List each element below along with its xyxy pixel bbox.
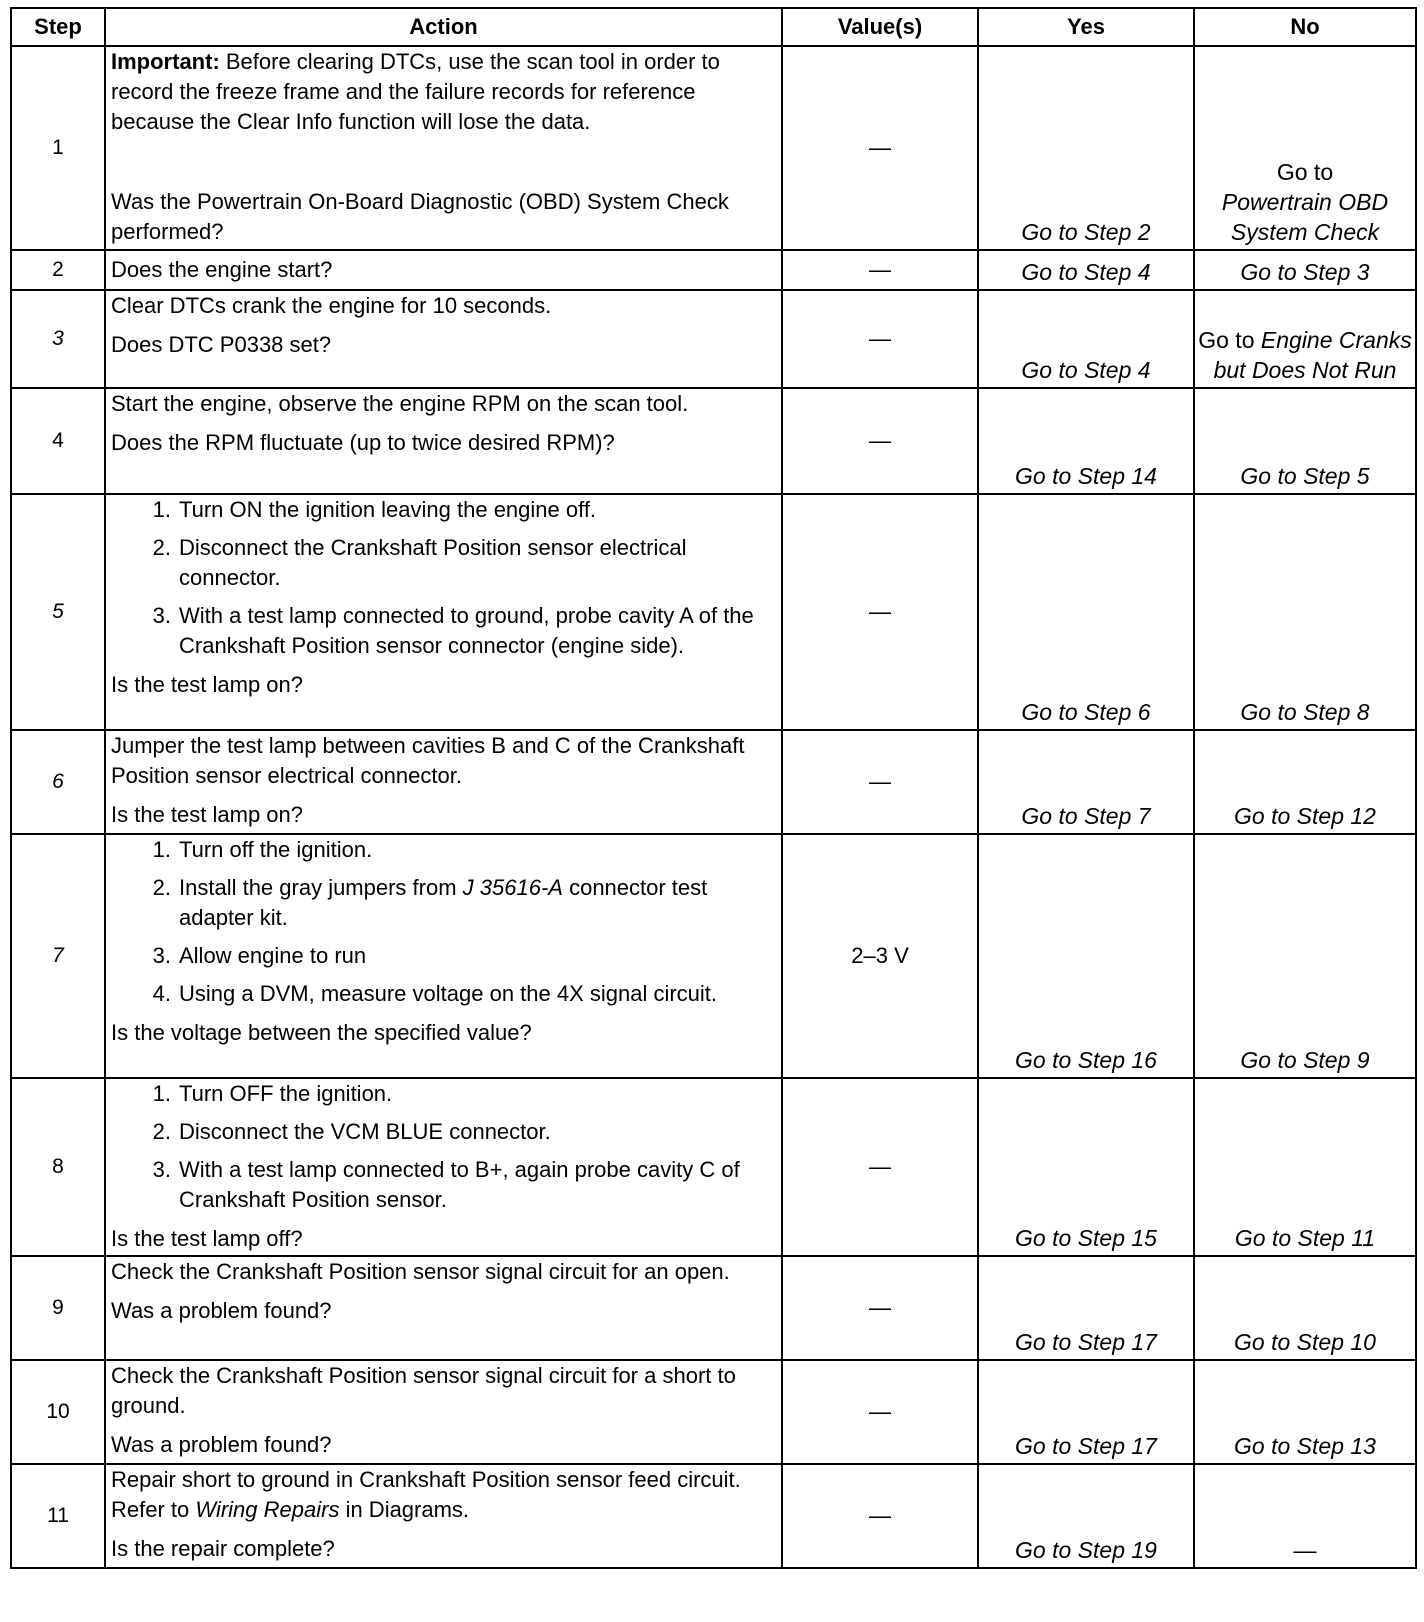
question-text: Is the test lamp off? <box>111 1226 303 1251</box>
step-number: 9 <box>11 1256 105 1360</box>
action-cell <box>105 388 782 494</box>
yes-link[interactable]: Go to Step 17 <box>978 1256 1194 1360</box>
header-values: Value(s) <box>782 8 978 46</box>
list-item: 2. Disconnect the VCM BLUE connector. <box>152 1119 551 1144</box>
instruction-list <box>111 1079 773 1215</box>
value-cell: — <box>782 494 978 730</box>
tool-reference: J 35616-A <box>462 875 563 900</box>
yes-link[interactable]: Go to Step 4 <box>978 290 1194 388</box>
action-cell <box>105 494 782 730</box>
table-row-step-9 <box>11 1256 1416 1360</box>
action-cell <box>105 1078 782 1256</box>
question-text: Was a problem found? <box>111 1298 332 1323</box>
instruction-list <box>111 495 773 661</box>
no-link[interactable]: Go to Step 8 <box>1194 494 1416 730</box>
list-item: 3. With a test lamp connected to B+, again probe cavity C of Crankshaft Position sensor. <box>152 1157 740 1212</box>
header-yes: Yes <box>978 8 1194 46</box>
step-number: 8 <box>11 1078 105 1256</box>
important-note <box>111 47 773 137</box>
question-text: Was the Powertrain On-Board Diagnostic (OBD) System Check performed? <box>111 189 729 244</box>
step-number: 1 <box>11 46 105 250</box>
value-cell: — <box>782 46 978 250</box>
step-number: 3 <box>11 290 105 388</box>
yes-link[interactable]: Go to Step 19 <box>978 1464 1194 1568</box>
action-cell <box>105 290 782 388</box>
diagnostic-table-page <box>10 7 1417 1569</box>
value-cell: — <box>782 1360 978 1464</box>
diagnostic-table <box>10 7 1417 1569</box>
list-item: 3. Allow engine to run <box>152 943 367 968</box>
list-item: 4. Using a DVM, measure voltage on the 4X signal circuit. <box>152 981 718 1006</box>
no-link[interactable]: Go to Step 13 <box>1194 1360 1416 1464</box>
value-cell: 2–3 V <box>782 834 978 1078</box>
header-action: Action <box>105 8 782 46</box>
question-text: Does the RPM fluctuate (up to twice desired RPM)? <box>111 430 615 455</box>
no-link-prefix: Go to <box>1198 327 1261 353</box>
table-row-step-5 <box>11 494 1416 730</box>
value-cell: — <box>782 290 978 388</box>
question-text: Is the voltage between the specified value? <box>111 1020 532 1045</box>
table-row-step-2 <box>11 250 1416 290</box>
yes-link[interactable]: Go to Step 17 <box>978 1360 1194 1464</box>
action-cell <box>105 1464 782 1568</box>
no-link-prefix: Go to <box>1276 159 1334 185</box>
header-step: Step <box>11 8 105 46</box>
action-text: Check the Crankshaft Position sensor signal circuit for a short to ground. <box>111 1363 736 1418</box>
step-number: 11 <box>11 1464 105 1568</box>
table-row-step-10 <box>11 1360 1416 1464</box>
action-text: Check the Crankshaft Position sensor signal circuit for an open. <box>111 1259 730 1284</box>
list-item: 1. Turn off the ignition. <box>152 837 373 862</box>
table-row-step-11 <box>11 1464 1416 1568</box>
table-row-step-3 <box>11 290 1416 388</box>
question-text: Is the test lamp on? <box>111 802 303 827</box>
question-text: Is the test lamp on? <box>111 672 303 697</box>
yes-link[interactable]: Go to Step 4 <box>978 250 1194 290</box>
value-cell: — <box>782 388 978 494</box>
list-item: 2. Install the gray jumpers from J 35616-A connector test adapter kit. <box>152 875 708 930</box>
action-text: Jumper the test lamp between cavities B and C of the Crankshaft Position sensor electrical connector. <box>111 733 745 788</box>
step-number: 4 <box>11 388 105 494</box>
yes-link[interactable]: Go to Step 7 <box>978 730 1194 834</box>
no-value: — <box>1194 1464 1416 1568</box>
no-link[interactable]: Go to Step 9 <box>1194 834 1416 1078</box>
step-number: 6 <box>11 730 105 834</box>
table-row-step-6 <box>11 730 1416 834</box>
question-text: Does DTC P0338 set? <box>111 332 332 357</box>
action-text: Start the engine, observe the engine RPM on the scan tool. <box>111 391 689 416</box>
no-link[interactable]: Go to Step 3 <box>1194 250 1416 290</box>
no-link[interactable]: Go to Step 5 <box>1194 388 1416 494</box>
important-text: Before clearing DTCs, use the scan tool in order to record the freeze frame and the failure records for reference because the Clear Info function will lose the data. <box>111 49 720 134</box>
action-cell <box>105 250 782 290</box>
table-row-step-1 <box>11 46 1416 250</box>
table-row-step-4 <box>11 388 1416 494</box>
question-text: Does the engine start? <box>111 257 333 282</box>
step-number: 5 <box>11 494 105 730</box>
value-cell: — <box>782 1256 978 1360</box>
step-number: 7 <box>11 834 105 1078</box>
yes-link[interactable]: Go to Step 14 <box>978 388 1194 494</box>
important-label: Important: <box>111 49 220 74</box>
no-link-target: Engine Cranks but Does Not Run <box>1213 327 1412 383</box>
instruction-list <box>111 835 773 1009</box>
action-cell <box>105 834 782 1078</box>
yes-link[interactable]: Go to Step 2 <box>978 46 1194 250</box>
question-text: Was a problem found? <box>111 1432 332 1457</box>
list-item: 1. Turn OFF the ignition. <box>152 1081 393 1106</box>
action-cell <box>105 1256 782 1360</box>
action-cell <box>105 46 782 250</box>
table-row-step-7 <box>11 834 1416 1078</box>
step-number: 2 <box>11 250 105 290</box>
yes-link[interactable]: Go to Step 15 <box>978 1078 1194 1256</box>
question-text: Is the repair complete? <box>111 1536 335 1561</box>
table-row-step-8 <box>11 1078 1416 1256</box>
value-cell: — <box>782 1464 978 1568</box>
value-cell: — <box>782 250 978 290</box>
yes-link[interactable]: Go to Step 16 <box>978 834 1194 1078</box>
no-link-target: Powertrain OBD System Check <box>1221 189 1389 245</box>
step-number: 10 <box>11 1360 105 1464</box>
header-no: No <box>1194 8 1416 46</box>
no-link[interactable]: Go to Step 11 <box>1194 1078 1416 1256</box>
action-text: Repair short to ground in Crankshaft Position sensor feed circuit. Refer to Wiring Repairs in Diagrams. <box>111 1467 741 1522</box>
no-link[interactable] <box>1194 290 1416 388</box>
no-link[interactable]: Go to Step 12 <box>1194 730 1416 834</box>
yes-link[interactable]: Go to Step 6 <box>978 494 1194 730</box>
value-cell: — <box>782 730 978 834</box>
no-link[interactable]: Go to Step 10 <box>1194 1256 1416 1360</box>
no-link[interactable] <box>1194 46 1416 250</box>
list-item: 3. With a test lamp connected to ground, probe cavity A of the Crankshaft Position sensor connector (engine side). <box>152 603 754 658</box>
action-text: Clear DTCs crank the engine for 10 seconds. <box>111 293 552 318</box>
action-cell <box>105 1360 782 1464</box>
value-cell: — <box>782 1078 978 1256</box>
reference-link: Wiring Repairs <box>195 1497 340 1522</box>
list-item: 1. Turn ON the ignition leaving the engine off. <box>152 497 597 522</box>
action-cell <box>105 730 782 834</box>
list-item: 2. Disconnect the Crankshaft Position sensor electrical connector. <box>152 535 687 590</box>
header-row <box>11 8 1416 46</box>
